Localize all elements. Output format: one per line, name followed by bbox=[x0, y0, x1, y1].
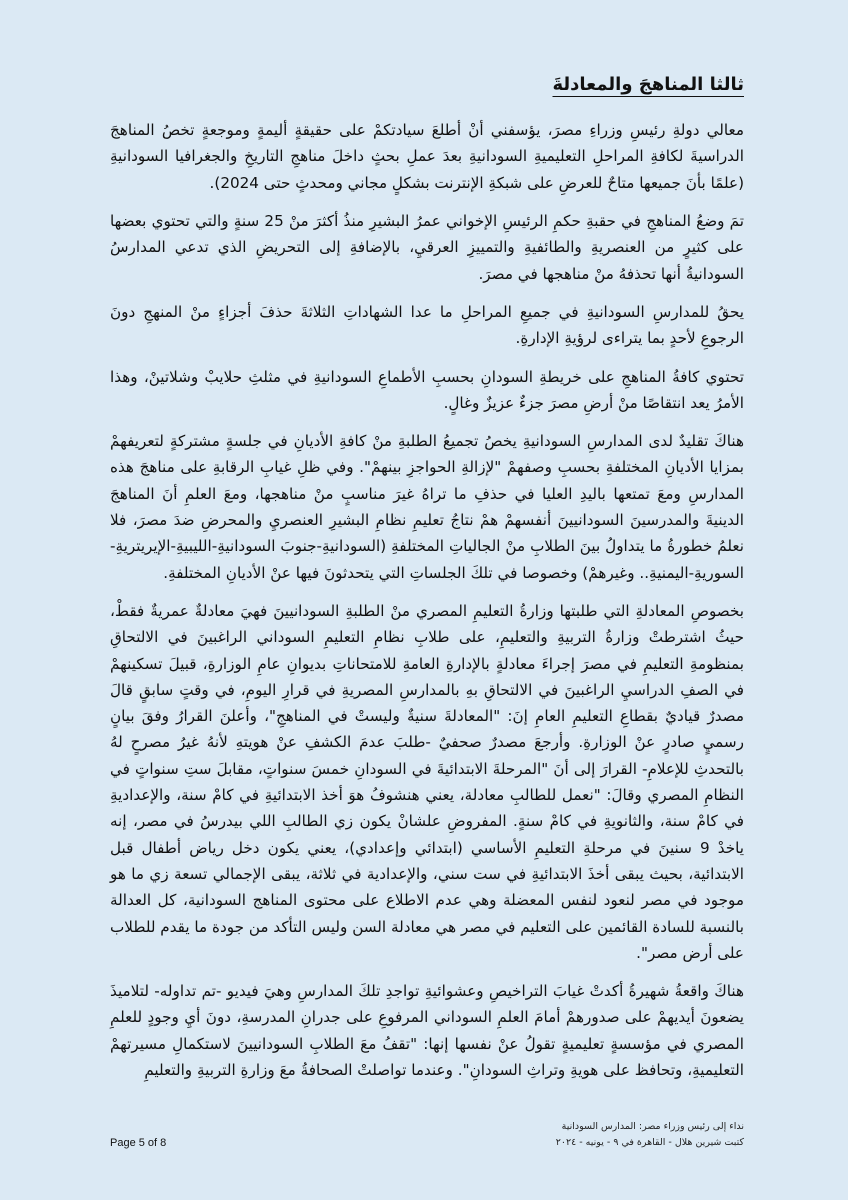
section-title: ثالثا المناهجَ والمعادلةَ bbox=[552, 74, 744, 95]
paragraph-intro: معالي دولةِ رئيسِ وزراءِ مصرَ، يؤسفني أنْ أطلعَ سيادتكمْ على حقيقةٍ أليمةٍ وموجعةٍ تخصُ المناهجَ الدراسيةَ لكافةِ المراحلِ التعليميةِ السودانيةِ بعدَ عملِ بحثٍ داخلَ مناهجِ التاريخِ والجغرافيا السودانيةِ (علمًا بأنَ جميعها متاحٌ للعرضِ على شبكةِ الإنترنت بشكلٍ مجاني ومحدثٍ حتى 2024). bbox=[110, 121, 744, 192]
page-number: Page 5 of 8 bbox=[110, 1137, 167, 1149]
footer-byline: كتبت شيرين هلال - القاهرة في ٩ - يونيه - ٢٠٢٤ bbox=[555, 1137, 744, 1148]
paragraph-curriculum-origin: تمَ وضعُ المناهجِ في حقبةِ حكمِ الرئيسِ الإخواني عمرُ البشيرِ منذُ أكثرَ منْ 25 سنةٍ والتي تحتوي بعضها على كثيرٍ من العنصريةِ والطائفيةِ والتمييزِ العرقيِ، بالإضافةِ إلى التحريضِ الذي تدعي المدارسُ السودانيةُ أنها تحذفهُ منْ مناهجها في مصرَ. bbox=[110, 212, 744, 283]
footer-meta bbox=[556, 1119, 744, 1151]
page-footer bbox=[110, 1119, 744, 1167]
footer-doc-title: نداء إلى رئيس وزراء مصر: المدارس السودانية bbox=[561, 1121, 744, 1132]
paragraph-video-incident: هناكَ واقعةُ شهيرةُ أكدتْ غيابَ التراخيصِ وعشوائيةِ تواجدِ تلكَ المدارسِ وهيَ فيديو -تم تداوله- لتلاميذَ يضعونَ أيديهمْ على صدورهمْ أمامَ العلمِ السوداني المرفوعِ على جدرانِ المدرسةِ، دونَ أيِ وجودٍ للعلمِ المصري في مؤسسةٍ تعليميةٍ تقولُ عنْ نفسها إنها: "تقفُ معَ الطلابِ السودانيينَ لاستكمالِ مسيرتهمْ التعليميةِ، وتحافظ على هويةِ وتراثِ السودانِ". وعندما تواصلتْ الصحافةُ معَ وزارةِ التربيةِ والتعليمِ bbox=[110, 982, 744, 1079]
document-body bbox=[110, 72, 744, 1095]
paragraph-equivalency: بخصوصِ المعادلةِ التي طلبتها وزارةُ التعليمِ المصري منْ الطلبةِ السودانيينَ فهيَ معادلةٌ عمريةٌ فقطْ، حيثُ اشترطتْ وزارةُ التربيةِ والتعليمِ، على طلابِ نظامِ التعليمِ السوداني الراغبينَ في الالتحاقِ بمنظومةِ التعليمِ في مصرَ إجراءَ معادلةٍ بالإدارةِ العامةِ للامتحاناتِ بديوانِ عامِ الوزارةِ، قبيلَ تسكينهمْ في الصفِ الدراسيِ الراغبينَ في الالتحاقِ بهِ بالمدارسِ المصريةِ في قرارِ اليومِ، في وقتٍ سابقٍ قالَ مصدرٌ قياديٌ بقطاعِ التعليمِ العامِ إنَ: "المعادلةَ سنيةٌ وليستْ في المناهجِ"، وأعلنَ القرارُ وفقَ بيانٍ رسميٍ صادرٍ عنْ الوزارةِ. وأرجعَ مصدرٌ صحفيٌ -طلبَ عدمَ الكشفِ عنْ هويتهِ لأنهُ غيرُ مصرحٍ لهُ بالتحدثِ للإعلامِ- القرارَ إلى أنَ "المرحلةَ الابتدائيةَ في السودانِ خمسَ سنواتٍ، مقابلَ ستِ سنواتٍ في النظامِ المصري وقالَ: "نعمل للطالبِ معادلة، يعني هنشوفُ هوَ أخذ الابتدائيةِ في كامْ سنة، والإعداديةِ في كامْ سنة، والثانويةِ في كامْ سنةٍ. المفروضِ علشانْ يكون زي الطالبِ اللي بيدرسُ في مصر، إنه ياخدْ 9 سنينَ في مرحلةِ التعليمِ الأساسي (ابتدائي وإعدادي)، يعني يكون دخل رياض أطفال قبل الابتدائية، بحيث يبقى أخذَ الابتدائيةِ في ست سني، والإعدادية في ثلاثة، يبقى الإجمالي تسعة زي ما هو موجود في مصر لنعود لنفس المعضلة وهي عدم الاطلاع على محتوى المناهج السودانية، كل العدالة بالنسبة للسادة القائمين على التعليم في مصر هي معادلة السن وليس التأكد من جودة ما يقدم للطلاب على أرض مصر". bbox=[110, 601, 744, 962]
paragraph-deletion-rights: يحقُ للمدارسِ السودانيةِ في جميعِ المراحلِ ما عدا الشهاداتِ الثلاثةَ حذفَ أجزاءٍ منْ المنهجِ دونَ الرجوعِ لأحدٍ بما يتراءى لرؤيةِ الإدارةِ. bbox=[110, 302, 744, 348]
paragraph-map: تحتوي كافةُ المناهجِ على خريطةِ السودانِ بحسبِ الأطماعِ السودانيةِ في مثلثِ حلايبْ وشلاتينْ، وهذا الأمرُ يعد انتقاصًا منْ أرضِ مصرَ جزءٌ عزيزٌ وغالٍ. bbox=[110, 367, 744, 412]
paragraph-religions-session: هناكَ تقليدٌ لدى المدارسِ السودانيةِ يخصُ تجميعُ الطلبةِ منْ كافةِ الأديانِ في جلسةٍ مشتركةٍ لتعريفهمْ بمزايا الأديانِ المختلفةِ بحسبِ وصفهمْ "لإزالةِ الحواجزِ بينهمْ". وفي ظلِ غيابِ الرقابةِ على مناهجَ هذه المدارسِ ومعَ تمتعها باليدِ العليا في حذفِ ما تراهُ غيرَ مناسبٍ منْ مناهجها، ومعَ العلمِ أنَ المناهجَ الدينيةَ والمدرسينَ السودانيينَ أنفسهمْ همْ نتاجُ تعليمِ نظامِ البشيرِ العنصريِ والمحرضِ ضدَ مصرَ، فلا نعلمُ خطورةُ ما يتداولُ بينَ الطلابِ منْ الجالياتِ المختلفةِ (السودانيةِ-جنوبَ السودانيةِ-الليبيةِ-الإيريتريةِ-السوريةِ-اليمنيةِ.. وغيرهمْ) وخصوصا في تلكَ الجلساتِ التي يتحدثونَ فيها عنْ الأديانِ المختلفةِ. bbox=[110, 432, 744, 582]
